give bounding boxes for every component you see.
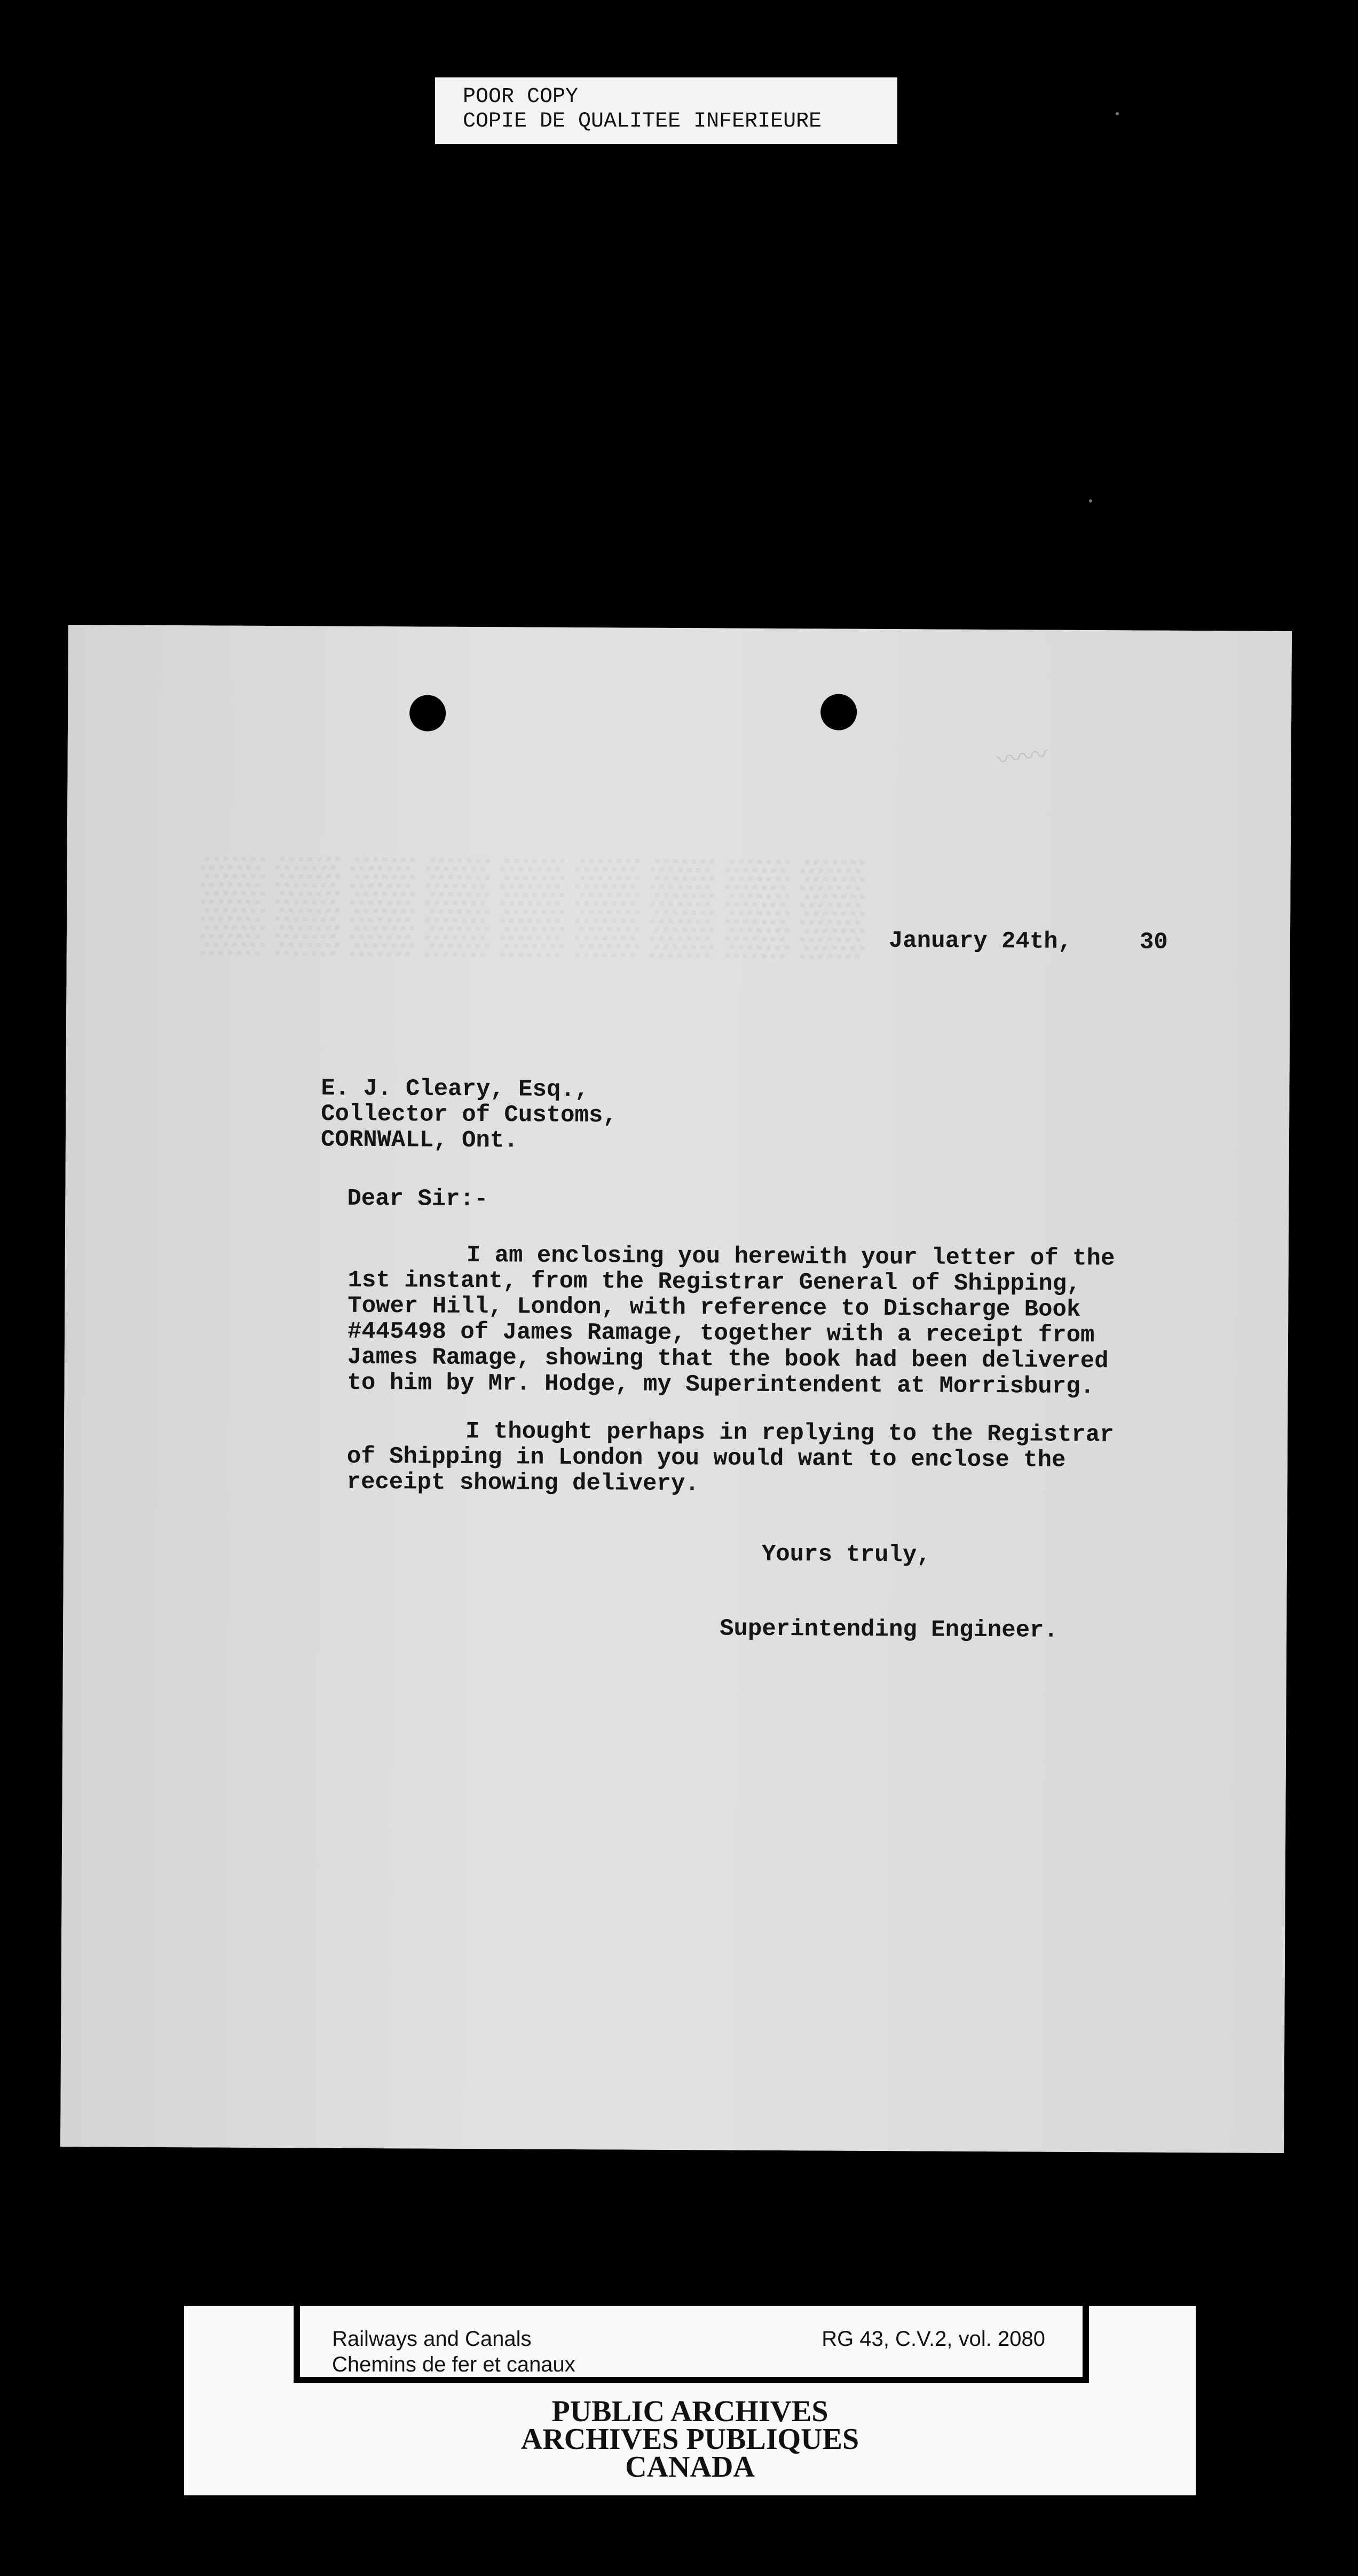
paragraph2-line3: receipt showing delivery. bbox=[346, 1468, 699, 1498]
archives-title-french: ARCHIVES PUBLIQUES bbox=[520, 2423, 859, 2456]
poor-copy-french-text: COPIE DE QUALITEE INFERIEURE bbox=[463, 109, 822, 133]
department-french: Chemins de fer et canaux bbox=[332, 2353, 575, 2376]
letter-page bbox=[60, 625, 1292, 2153]
poor-copy-label bbox=[435, 77, 897, 144]
archive-reference-box bbox=[294, 2306, 1089, 2383]
closing: Yours truly, bbox=[761, 1541, 931, 1569]
paragraph2-line1: I thought perhaps in replying to the Registrar bbox=[465, 1418, 1114, 1449]
punch-hole-right bbox=[820, 694, 857, 730]
paragraph1-line5: James Ramage, showing that the book had been delivered bbox=[347, 1344, 1109, 1375]
archive-footer bbox=[184, 2306, 1196, 2495]
paragraph1-line1: I am enclosing you herewith your letter of the bbox=[466, 1242, 1115, 1273]
paragraph1-line2: 1st instant, from the Registrar General of Shipping, bbox=[348, 1267, 1081, 1298]
record-group-reference: RG 43, C.V.2, vol. 2080 bbox=[822, 2327, 1045, 2351]
scan-speck bbox=[1089, 499, 1092, 502]
signature-title: Superintending Engineer. bbox=[720, 1615, 1058, 1644]
recipient-name: E. J. Cleary, Esq., bbox=[321, 1075, 589, 1104]
recipient-title: Collector of Customs, bbox=[321, 1101, 617, 1129]
department-english: Railways and Canals bbox=[332, 2327, 532, 2351]
paper-watermark bbox=[200, 850, 875, 957]
archives-country: CANADA bbox=[625, 2451, 755, 2484]
paragraph1-line6: to him by Mr. Hodge, my Superintendent at Morrisburg. bbox=[347, 1369, 1095, 1401]
letter-year: 30 bbox=[1139, 929, 1168, 956]
archives-title-english: PUBLIC ARCHIVES bbox=[551, 2395, 828, 2428]
paragraph1-line4: #445498 of James Ramage, together with a receipt from bbox=[347, 1318, 1095, 1349]
letter-date: January 24th, bbox=[888, 928, 1072, 955]
archives-title-block bbox=[184, 2395, 1196, 2484]
salutation: Dear Sir:- bbox=[347, 1185, 488, 1213]
margin-pencil-mark: 〰〰 bbox=[995, 740, 1050, 775]
recipient-location: CORNWALL, Ont. bbox=[320, 1126, 518, 1155]
poor-copy-text: POOR COPY bbox=[463, 85, 579, 109]
paragraph1-line3: Tower Hill, London, with reference to Discharge Book bbox=[348, 1292, 1081, 1323]
paragraph2-line2: of Shipping in London you would want to enclose the bbox=[346, 1443, 1066, 1474]
scan-speck bbox=[1116, 112, 1119, 115]
punch-hole-left bbox=[409, 695, 446, 731]
department-block bbox=[332, 2326, 575, 2377]
